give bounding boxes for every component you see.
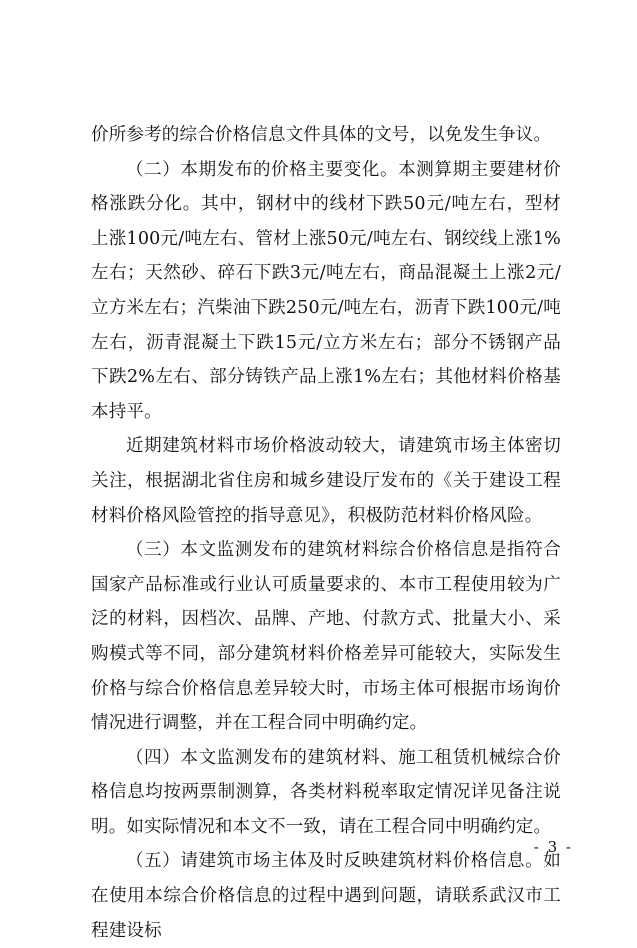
paragraph-feedback-request: （五）请建筑市场主体及时反映建筑材料价格信息。如在使用本综合价格信息的过程中遇到问题，请联系武汉市工程建设标 [91, 851, 561, 941]
paragraph-price-info-definition: （三）本文监测发布的建筑材料综合价格信息是指符合国家产品标准或行业认可质量要求的、本市工程使用较为广泛的材料，因档次、品牌、产地、付款方式、批量大小、采购模式等不同，部分建筑材料价格差异可能较大，实际发生价格与综合价格信息差异较大时，市场主体可根据市场询价情况进行调整，并在工程合同中明确约定。 [91, 540, 561, 734]
paragraph-market-volatility: 近期建筑材料市场价格波动较大，请建筑市场主体密切关注，根据湖北省住房和城乡建设厅发布的《关于建设工程材料价格风险管控的指导意见》，积极防范材料价格风险。 [91, 436, 561, 526]
paragraph-price-changes: （二）本期发布的价格主要变化。本测算期主要建材价格涨跌分化。其中，钢材中的线材下跌50元/吨左右，型材上涨100元/吨左右、管材上涨50元/吨左右、钢绞线上涨1%左右；天然砂、碎石下跌3元/吨左右，商品混凝土上涨2元/立方米左右；汽柴油下跌250元/吨左右，沥青下跌100元/吨左右，沥青混凝土下跌15元/立方米左右；部分不锈钢产品下跌2%左右、部分铸铁产品上涨1%左右；其他材料价格基本持平。 [91, 159, 561, 422]
document-body [91, 118, 561, 948]
paragraph-continuation: 价所参考的综合价格信息文件具体的文号，以免发生争议。 [91, 125, 552, 145]
paragraph-two-invoice-system: （四）本文监测发布的建筑材料、施工租赁机械综合价格信息均按两票制测算，各类材料税率取定情况详见备注说明。如实际情况和本文不一致，请在工程合同中明确约定。 [91, 747, 561, 837]
page-number: - 3 - [533, 838, 573, 856]
